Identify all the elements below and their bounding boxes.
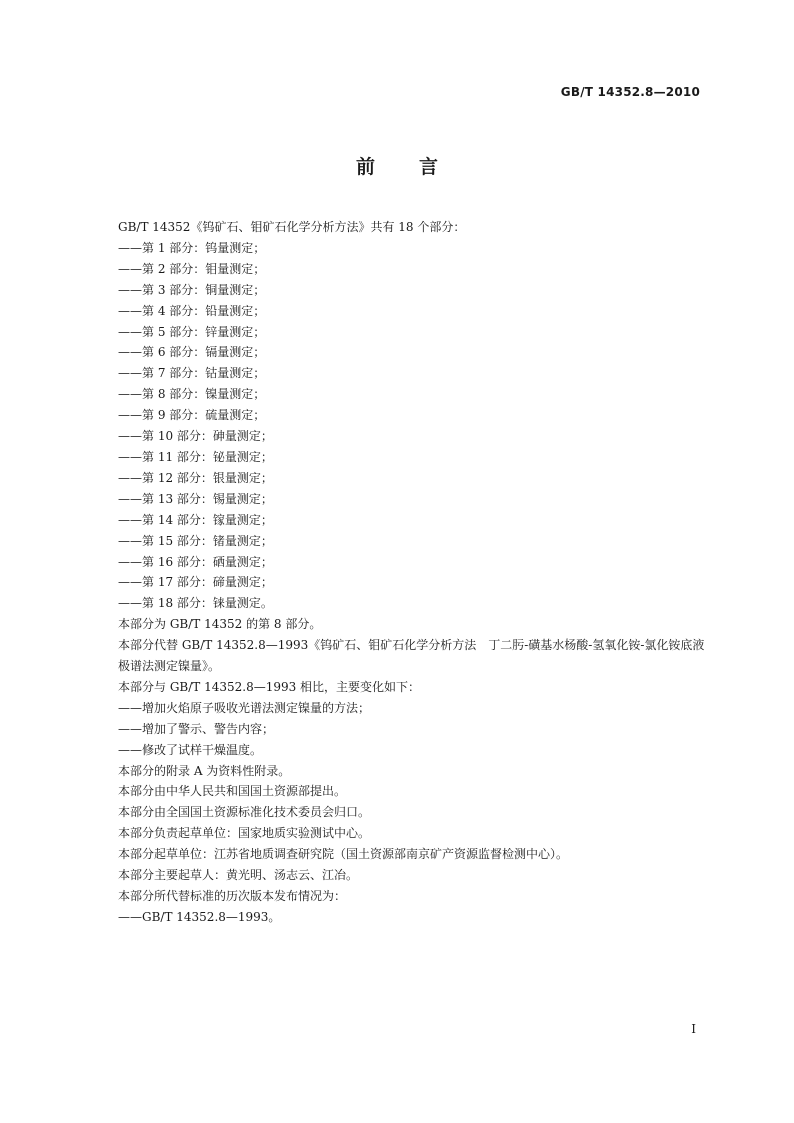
list-item: ——第 2 部分：钼量测定； <box>118 261 266 276</box>
standard-number: GB/T 14352.8—2010 <box>560 85 700 99</box>
list-item: ——第 7 部分：钴量测定； <box>118 366 266 381</box>
page-title: 前言 <box>355 156 482 178</box>
statement-paragraph: 本部分负责起草单位：国家地质实验测试中心。 <box>118 826 371 841</box>
intro-paragraph: GB/T 14352《钨矿石、钼矿石化学分析方法》共有 18 个部分： <box>118 220 466 234</box>
list-item: ——第 14 部分：镓量测定； <box>118 512 273 527</box>
statement-paragraph: 本部分所代替标准的历次版本发布情况为： <box>118 889 347 903</box>
list-item: ——第 10 部分：砷量测定； <box>118 429 273 444</box>
statement-paragraph: 本部分主要起草人：黄光明、汤志云、江冶。 <box>118 868 359 883</box>
history-item: ——GB/T 14352.8—1993。 <box>118 909 281 924</box>
list-item: ——第 16 部分：硒量测定； <box>118 554 273 569</box>
statement-paragraph: 本部分由中华人民共和国国土资源部提出。 <box>118 784 347 799</box>
list-item: ——第 11 部分：铋量测定； <box>118 449 273 464</box>
this-part-paragraph: 本部分为 GB/T 14352 的第 8 部分。 <box>118 617 322 632</box>
list-item: ——第 4 部分：铅量测定； <box>118 303 266 318</box>
parts-list <box>94 238 706 614</box>
changes-list <box>94 698 706 761</box>
statement-paragraph: 本部分由全国国土资源标准化技术委员会归口。 <box>118 805 371 820</box>
statement-paragraph: 本部分的附录 A 为资料性附录。 <box>118 763 291 778</box>
list-item: ——第 18 部分：铼量测定。 <box>118 596 273 611</box>
list-item: ——第 1 部分：钨量测定； <box>118 240 266 255</box>
replaces-paragraph: 本部分代替 GB/T 14352.8—1993《钨矿石、钼矿石化学分析方法 丁二肟-磺基水杨酸-氢氧化铵-氯化铵底液极谱法测定镍量》。 <box>118 638 705 674</box>
list-item: ——第 5 部分：锌量测定； <box>118 324 266 339</box>
list-item: ——第 12 部分：银量测定； <box>118 470 273 485</box>
list-item: ——第 15 部分：锗量测定； <box>118 533 273 548</box>
list-item: ——修改了试样干燥温度。 <box>118 742 263 757</box>
list-item: ——第 3 部分：铜量测定； <box>118 282 266 297</box>
list-item: ——第 13 部分：锡量测定； <box>118 491 273 506</box>
page-number: I <box>691 1022 696 1036</box>
list-item: ——第 17 部分：碲量测定； <box>118 575 273 590</box>
list-item: ——增加火焰原子吸收光谱法测定镍量的方法； <box>118 700 371 715</box>
list-item: ——第 6 部分：镉量测定； <box>118 345 266 360</box>
statement-paragraph: 本部分起草单位：江苏省地质调查研究院（国土资源部南京矿产资源监督检测中心）。 <box>118 847 569 862</box>
list-item: ——第 8 部分：镍量测定； <box>118 387 266 402</box>
document-body <box>94 217 706 928</box>
list-item: ——第 9 部分：硫量测定； <box>118 408 266 423</box>
changes-intro-paragraph: 本部分与 GB/T 14352.8—1993 相比，主要变化如下： <box>118 679 421 694</box>
list-item: ——增加了警示、警告内容； <box>118 721 275 736</box>
